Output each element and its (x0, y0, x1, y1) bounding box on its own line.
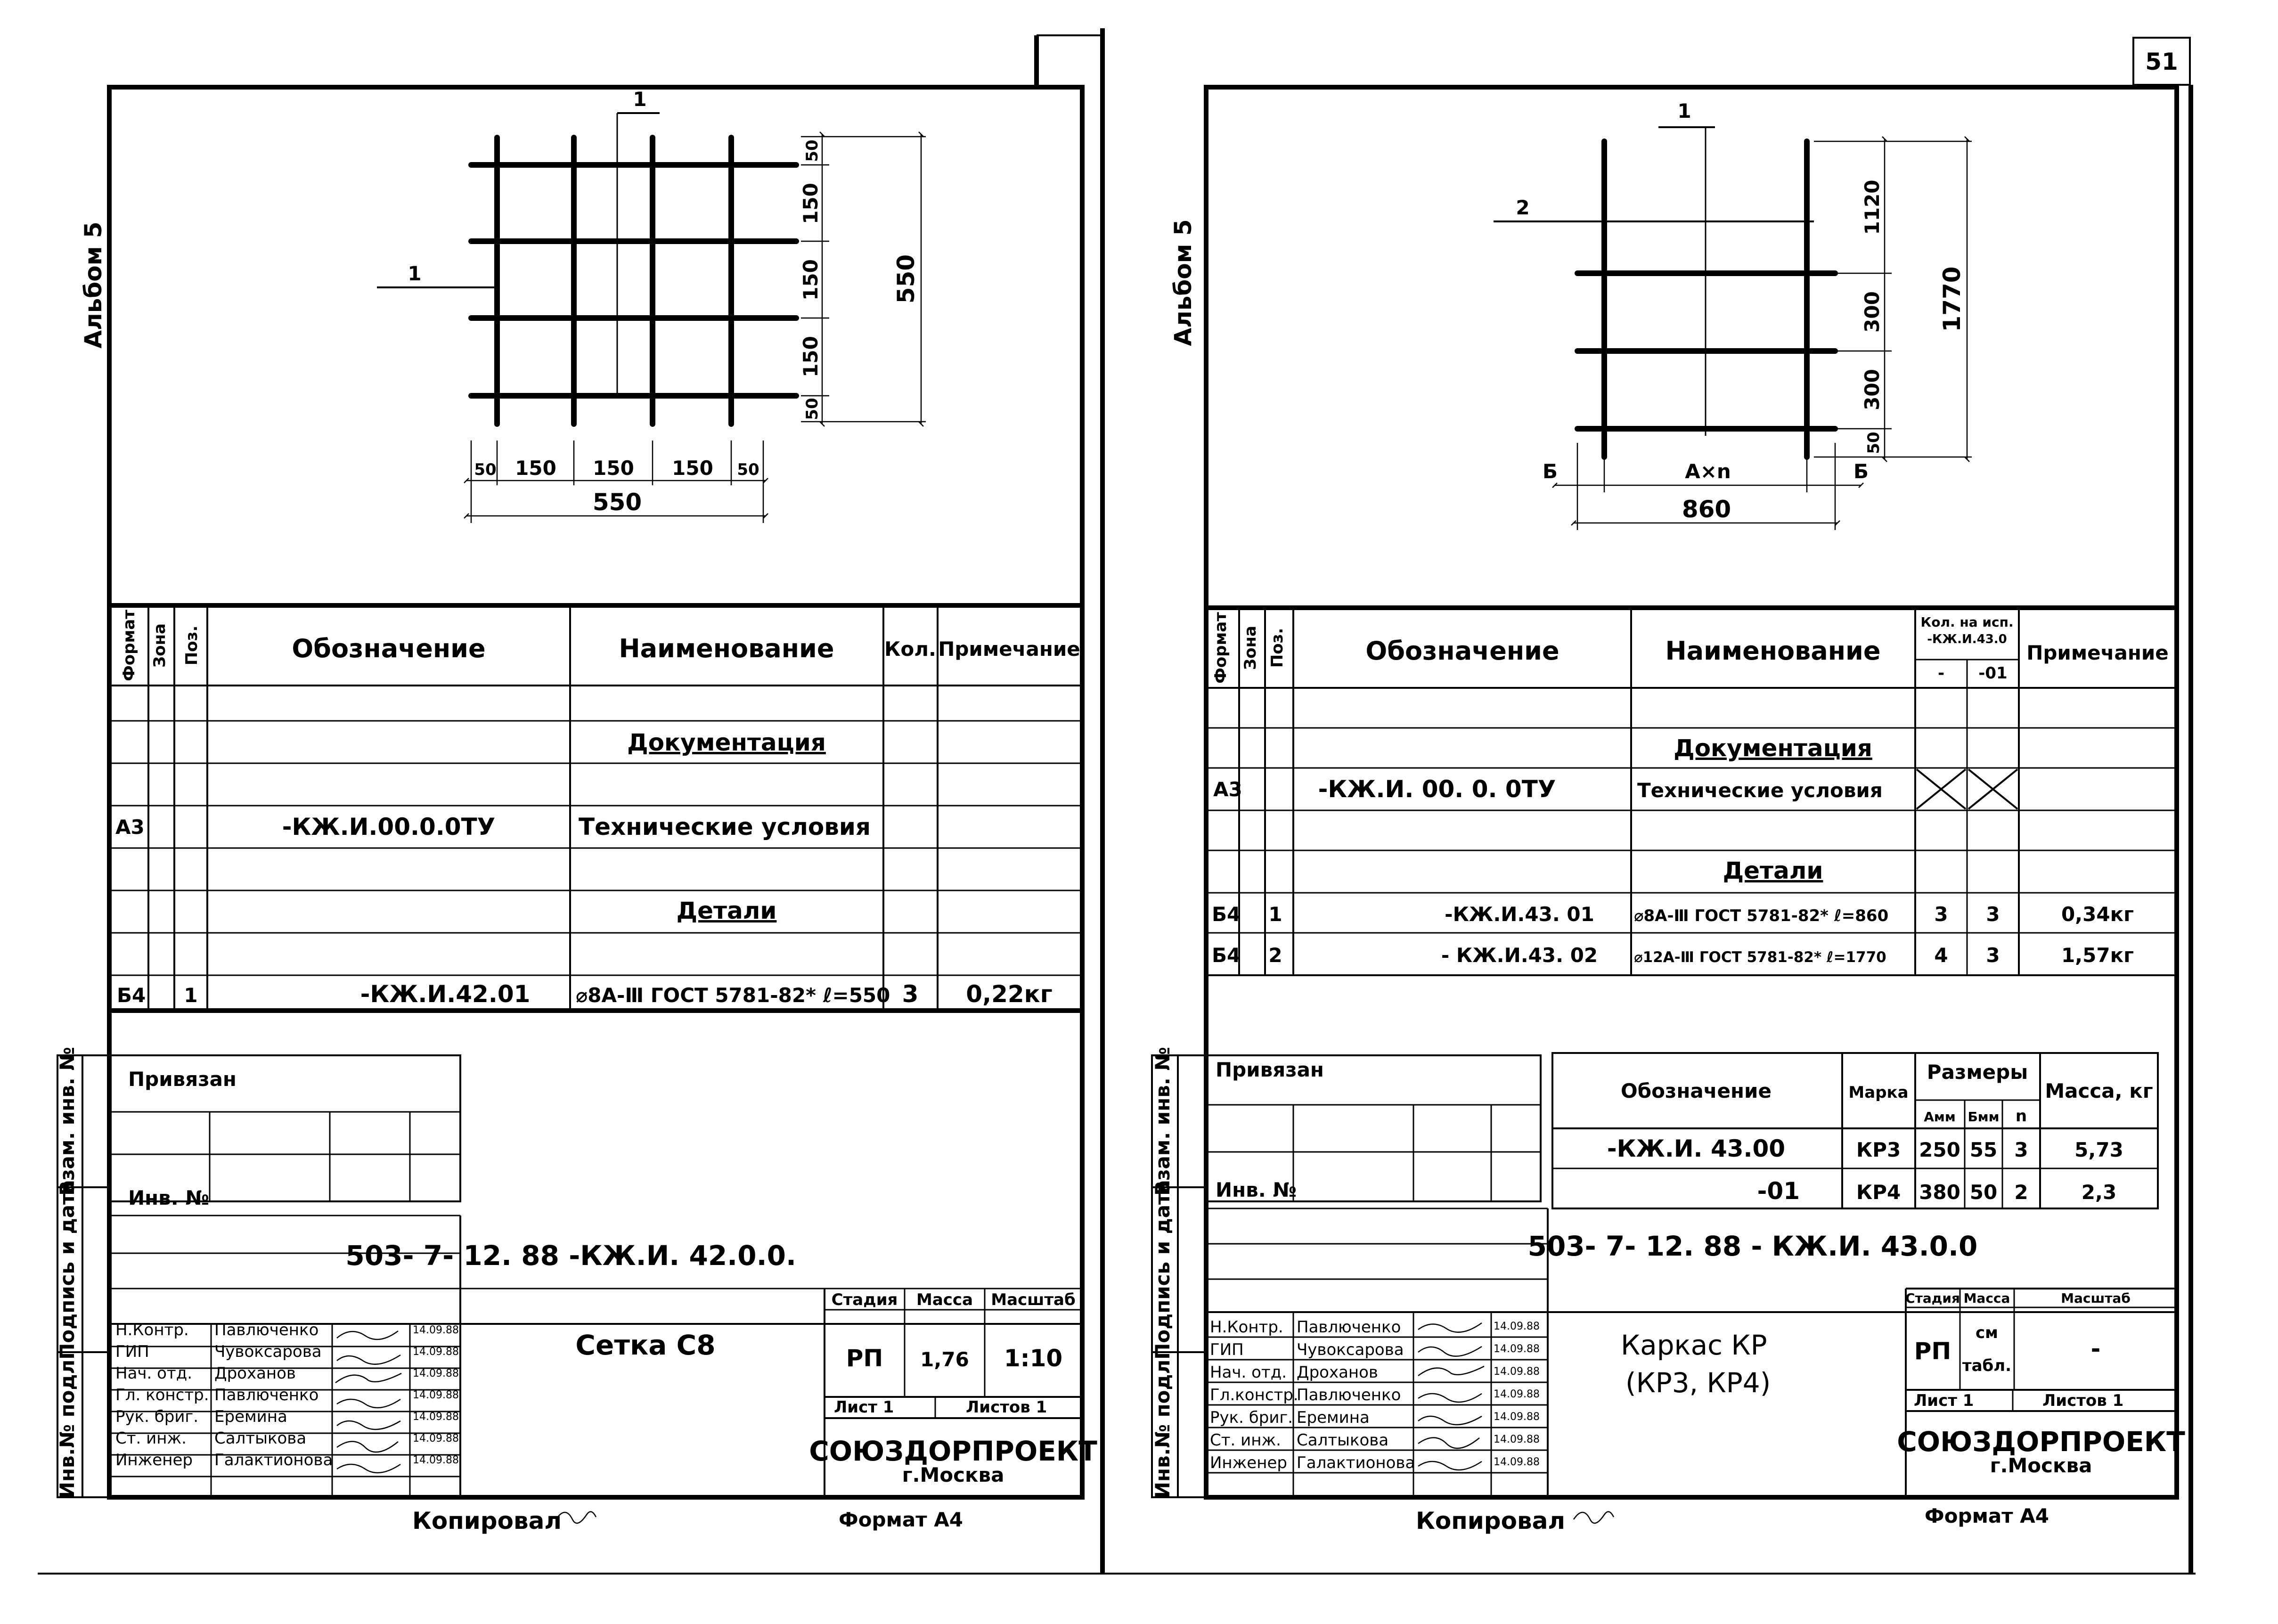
section-documentation: Документация (627, 729, 826, 756)
cross-mark (1917, 769, 1966, 809)
date: 14.09.88 (413, 1389, 459, 1401)
date: 14.09.88 (1494, 1456, 1540, 1468)
doc-format: А3 (1213, 778, 1242, 801)
doc-code: 503- 7- 12. 88 - КЖ.И. 43.0.0 (1527, 1230, 1978, 1262)
signature (1418, 1347, 1482, 1356)
dim-b-left: Б (1542, 460, 1558, 483)
part-qty: 3 (902, 980, 919, 1008)
drawing-title: Каркас КР (1621, 1329, 1767, 1361)
staff-name: Чувоксарова (214, 1342, 322, 1361)
linked-label: Привязан (128, 1068, 237, 1091)
staff-name: Павлюченко (1297, 1386, 1401, 1404)
doc-designation: -КЖ.И. 00. 0. 0ТУ (1318, 775, 1556, 803)
part-designation: -КЖ.И.43. 01 (1445, 903, 1594, 926)
part-note: 0,22кг (966, 980, 1053, 1008)
variants-frame (1552, 1053, 2158, 1208)
var-header-b: Бмм (1968, 1109, 2000, 1125)
var-header-a: Амм (1924, 1109, 1956, 1125)
signature (1418, 1416, 1482, 1425)
side-label-signature: Подпись и дата (1151, 1180, 1174, 1360)
col-header-qty-b: -01 (1978, 664, 2008, 683)
left-side-stamp (56, 1047, 109, 1498)
part-name: ⌀12А-Ⅲ ГОСТ 5781-82* ℓ=1770 (1634, 949, 1886, 966)
signature (337, 1464, 400, 1473)
var-designation: -КЖ.И. 43.00 (1607, 1135, 1786, 1162)
dim-text: 150 (593, 457, 634, 480)
doc-code: 503- 7- 12. 88 -КЖ.И. 42.0.0. (345, 1240, 796, 1272)
dim-total: 550 (592, 489, 642, 516)
signature (1418, 1394, 1482, 1402)
part-qty: 3 (1934, 903, 1948, 926)
doc-format: А3 (115, 816, 145, 839)
side-label-signature: Подпись и дата (56, 1180, 79, 1360)
left-spec-table (109, 605, 1082, 1011)
col-header-name: Наименование (1665, 636, 1881, 666)
city: г.Москва (902, 1463, 1004, 1486)
col-header-pos: Поз. (182, 625, 201, 666)
var-b: 50 (1969, 1181, 1998, 1204)
right-spec-table (1206, 608, 2177, 975)
cross-mark (1968, 769, 2017, 809)
var-mass: 5,73 (2074, 1138, 2123, 1161)
signature (1418, 1461, 1482, 1470)
role: Инженер (115, 1451, 193, 1469)
var-header-mass: Масса, кг (2045, 1079, 2153, 1102)
col-header-qty2: -КЖ.И.43.0 (1927, 632, 2007, 646)
signature (337, 1421, 400, 1429)
var-a: 380 (1919, 1181, 1960, 1204)
scale-header: Масштаб (2061, 1290, 2131, 1306)
part-format: Б4 (1212, 944, 1241, 967)
doc-name: Технические условия (579, 813, 871, 841)
role: ГИП (115, 1342, 149, 1361)
copied-by: Копировал (1416, 1507, 1565, 1534)
dim-total: 860 (1682, 496, 1731, 523)
signature (1418, 1438, 1479, 1449)
organization: СОЮЗДОРПРОЕКТ (1897, 1426, 2185, 1458)
part-qty: 4 (1934, 944, 1948, 967)
drawing-title: Сетка С8 (575, 1329, 716, 1361)
dim-text: 50 (474, 460, 497, 479)
role: ГИП (1210, 1340, 1244, 1359)
part-note: 1,57кг (2061, 944, 2134, 967)
role: Инженер (1210, 1453, 1287, 1472)
dim-text: 150 (799, 336, 822, 377)
var-header-designation: Обозначение (1621, 1079, 1772, 1102)
dim-text: 150 (672, 457, 713, 480)
dim-b-right: Б (1853, 460, 1869, 483)
sheets-label: Листов 1 (2042, 1391, 2124, 1410)
var-mark: КР4 (1856, 1181, 1901, 1204)
col-header-note: Примечание (938, 637, 1080, 661)
dim-text: 50 (803, 139, 822, 162)
pos-label-2: 2 (1516, 196, 1530, 219)
signatures (1418, 1323, 1484, 1470)
date: 14.09.88 (413, 1454, 459, 1466)
var-header-n: n (2015, 1107, 2027, 1126)
stage-header: Стадия (1905, 1290, 1960, 1306)
date: 14.09.88 (1494, 1343, 1540, 1355)
staff-name: Дроханов (214, 1364, 296, 1383)
date: 14.09.88 (1494, 1321, 1540, 1332)
staff-name: Галактионова (1297, 1453, 1415, 1472)
mass-value-2: табл. (1962, 1356, 2012, 1375)
dim-text: 50 (737, 460, 759, 479)
city: г.Москва (1990, 1454, 2092, 1477)
staff-name: Еремина (214, 1407, 287, 1426)
mesh-c8-drawing (377, 88, 926, 523)
part-format: Б4 (117, 984, 146, 1007)
mass-value-1: см (1976, 1323, 1998, 1342)
left-album-label: Альбом 5 (80, 221, 107, 349)
mass-header: Масса (916, 1290, 973, 1309)
dim-text: 50 (803, 398, 822, 420)
col-header-qty: Кол. на исп. (1920, 614, 2014, 630)
doc-name: Технические условия (1637, 779, 1883, 802)
signature (337, 1355, 400, 1364)
copied-by: Копировал (412, 1507, 562, 1534)
part-designation: - КЖ.И.43. 02 (1441, 944, 1598, 967)
dim-text: 1120 (1861, 180, 1884, 235)
signature (337, 1331, 398, 1339)
part-name: ⌀8А-Ⅲ ГОСТ 5781-82* ℓ=550 (576, 984, 890, 1007)
var-header-sizes: Размеры (1927, 1061, 2028, 1084)
side-label-inv: Инв.№ подл. (56, 1352, 79, 1499)
part-pos: 1 (184, 984, 198, 1007)
sheets-label: Листов 1 (966, 1398, 1047, 1417)
staff-name: Салтыкова (214, 1429, 307, 1448)
inv-label: Инв. № (128, 1186, 209, 1209)
role: Ст. инж. (1210, 1431, 1281, 1450)
stage-value: РП (1914, 1338, 1951, 1365)
part-name: ⌀8А-Ⅲ ГОСТ 5781-82* ℓ=860 (1634, 906, 1889, 925)
col-header-qty: Кол. (884, 637, 936, 661)
side-label-replace: Взам. инв. № (1151, 1047, 1174, 1196)
right-title-block (1206, 1055, 2185, 1497)
part-pos: 2 (1268, 944, 1282, 967)
staff-name: Дроханов (1297, 1363, 1378, 1382)
scale-header: Масштаб (991, 1290, 1076, 1309)
format-label: Формат А4 (1925, 1504, 2049, 1527)
right-side-stamp (1151, 1047, 1206, 1498)
col-header-format: Формат (1211, 612, 1230, 684)
signature (337, 1399, 400, 1408)
date: 14.09.88 (1494, 1366, 1540, 1378)
scale-value: 1:10 (1004, 1345, 1063, 1372)
left-sheet (56, 35, 1100, 1534)
format-label: Формат А4 (839, 1508, 963, 1531)
staff-name: Салтыкова (1297, 1431, 1389, 1450)
doc-designation: -КЖ.И.00.0.0ТУ (282, 813, 496, 841)
col-header-format: Формат (120, 610, 139, 681)
col-header-designation: Обозначение (292, 634, 486, 663)
signature (1418, 1366, 1484, 1376)
stage-header: Стадия (831, 1290, 898, 1309)
role: Гл.констр. (1210, 1386, 1298, 1404)
frame-kr-drawing (1494, 99, 1972, 530)
date: 14.09.88 (1494, 1411, 1540, 1423)
var-b: 55 (1969, 1138, 1998, 1161)
role: Нач. отд. (1210, 1363, 1287, 1382)
part-qty: 3 (1986, 903, 2000, 926)
signature (1418, 1323, 1482, 1332)
sheet-label: Лист 1 (1914, 1391, 1974, 1410)
staff-name: Павлюченко (214, 1386, 319, 1404)
mass-value: 1,76 (920, 1348, 969, 1371)
drawing-subtitle: (КР3, КР4) (1625, 1367, 1771, 1399)
date: 14.09.88 (413, 1324, 459, 1336)
role: Гл. констр. (115, 1386, 209, 1404)
mass-header: Масса (1963, 1290, 2010, 1306)
signature (337, 1442, 398, 1453)
date: 14.09.88 (413, 1346, 459, 1358)
dim-total: 1770 (1938, 266, 1966, 332)
dim-text: 50 (1864, 432, 1883, 454)
role: Н.Контр. (1210, 1318, 1283, 1337)
staff-name: Галактионова (214, 1451, 333, 1469)
right-album-label: Альбом 5 (1169, 219, 1197, 346)
date: 14.09.88 (413, 1433, 459, 1444)
signatures (335, 1331, 401, 1473)
section-parts: Детали (1723, 857, 1823, 884)
role: Н.Контр. (115, 1321, 189, 1339)
side-label-inv: Инв.№ подл. (1151, 1352, 1174, 1499)
variants-table (1552, 1053, 2158, 1208)
dim-text: 300 (1861, 369, 1884, 410)
staff-name: Павлюченко (1297, 1318, 1401, 1337)
col-header-name: Наименование (619, 634, 834, 663)
role: Нач. отд. (115, 1364, 193, 1383)
var-header-mark: Марка (1848, 1083, 1909, 1102)
organization: СОЮЗДОРПРОЕКТ (809, 1435, 1097, 1467)
var-designation: -01 (1757, 1177, 1800, 1205)
dim-text: 150 (799, 259, 822, 301)
col-header-zone: Зона (1241, 626, 1260, 670)
pos-label-left: 1 (408, 262, 422, 285)
dim-total: 550 (892, 254, 920, 304)
side-label-replace: Взам. инв. № (56, 1047, 79, 1196)
date: 14.09.88 (413, 1368, 459, 1379)
pos-label-1: 1 (1677, 99, 1691, 122)
col-header-pos: Поз. (1268, 628, 1287, 668)
linked-label: Привязан (1216, 1058, 1324, 1081)
section-documentation: Документация (1674, 734, 1872, 762)
page-number: 51 (2145, 48, 2178, 75)
role: Рук. бриг. (115, 1407, 199, 1426)
dim-text: 150 (799, 183, 822, 224)
date: 14.09.88 (1494, 1434, 1540, 1445)
role: Рук. бриг. (1210, 1408, 1293, 1427)
dim-text: 150 (515, 457, 556, 480)
date: 14.09.88 (1494, 1388, 1540, 1400)
part-note: 0,34кг (2061, 903, 2134, 926)
var-n: 3 (2014, 1138, 2028, 1161)
dim-text: 300 (1861, 291, 1884, 333)
var-mark: КР3 (1856, 1138, 1901, 1161)
left-title-block (109, 1055, 1097, 1497)
copy-signature (556, 1512, 596, 1523)
var-n: 2 (2014, 1181, 2028, 1204)
var-mass: 2,3 (2081, 1181, 2117, 1204)
part-pos: 1 (1268, 903, 1282, 926)
right-sheet (1151, 85, 2191, 1574)
staff-name: Чувоксарова (1297, 1340, 1404, 1359)
stage-value: РП (846, 1345, 883, 1372)
col-header-zone: Зона (150, 623, 169, 668)
part-format: Б4 (1212, 903, 1241, 926)
part-qty: 3 (1986, 944, 2000, 967)
left-frame (109, 87, 1082, 1497)
date: 14.09.88 (413, 1411, 459, 1423)
part-designation: -КЖ.И.42.01 (360, 980, 531, 1008)
var-a: 250 (1919, 1138, 1960, 1161)
dim-axn: А×n (1685, 460, 1731, 483)
role: Ст. инж. (115, 1429, 187, 1448)
staff-name: Павлюченко (214, 1321, 319, 1339)
col-header-note: Примечание (2026, 641, 2169, 664)
col-header-qty-a: - (1937, 664, 1945, 683)
col-header-designation: Обозначение (1365, 636, 1559, 666)
section-parts: Детали (676, 897, 777, 924)
copy-signature (1574, 1512, 1614, 1523)
pos-label-top: 1 (633, 88, 647, 111)
sheet-label: Лист 1 (834, 1398, 894, 1417)
staff-name: Еремина (1297, 1408, 1370, 1427)
scale-value: - (2090, 1335, 2101, 1363)
signature (335, 1373, 401, 1383)
inv-label: Инв. № (1216, 1178, 1297, 1201)
